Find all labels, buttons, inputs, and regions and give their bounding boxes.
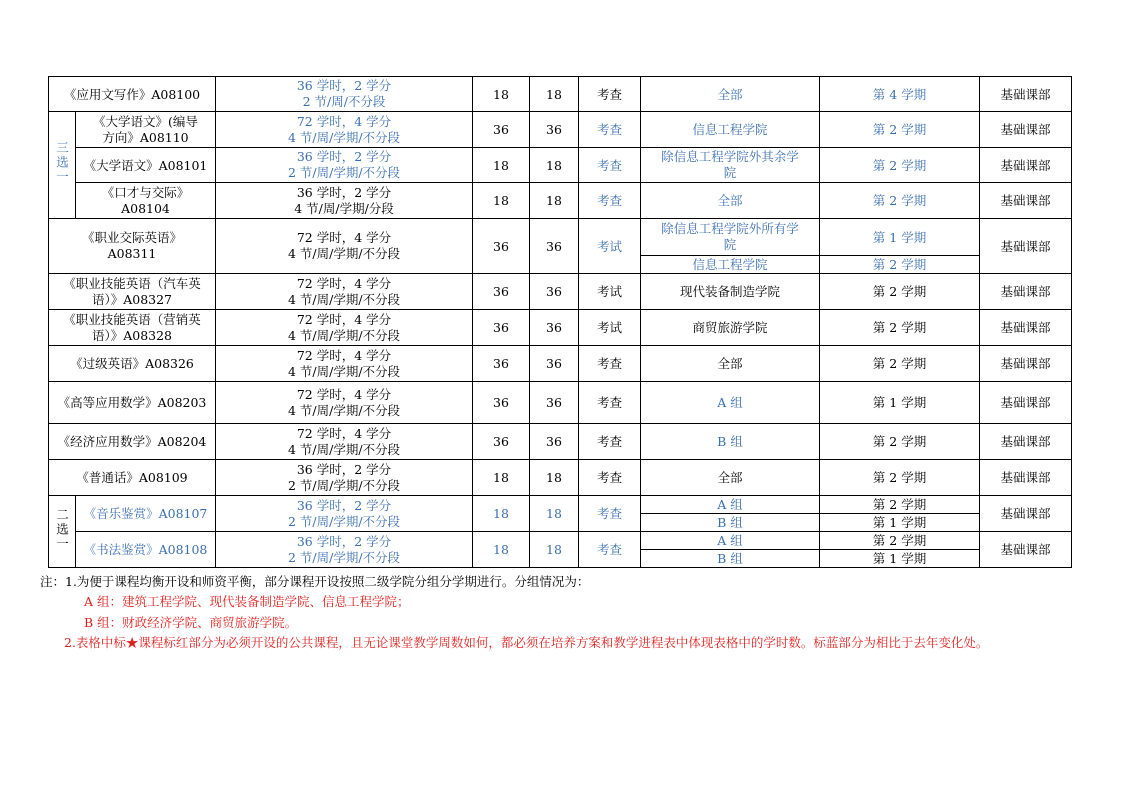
target-college: B 组 — [641, 424, 820, 460]
weeks-total: 18 — [473, 183, 530, 219]
assessment: 考查 — [579, 77, 641, 112]
weeks-total: 36 — [473, 346, 530, 382]
target-college: A 组 — [641, 532, 820, 550]
semester: 第 2 学期 — [820, 532, 980, 550]
course-name: 《过级英语》A08326 — [49, 346, 216, 382]
group-label — [49, 496, 76, 568]
department: 基础课部 — [980, 77, 1072, 112]
table-row — [49, 219, 1072, 256]
course-name: 《经济应用数学》A08204 — [49, 424, 216, 460]
table-row — [49, 382, 1072, 424]
assessment: 考查 — [579, 460, 641, 496]
weeks-class: 36 — [530, 219, 579, 274]
table-row — [49, 183, 1072, 219]
course-hours: 72 学时，4 学分 4 节/周/学期/不分段 — [216, 382, 473, 424]
department: 基础课部 — [980, 310, 1072, 346]
course-name: 《职业技能英语（汽车英 语）》A08327 — [49, 274, 216, 310]
note-group-b: B 组：财政经济学院、商贸旅游学院。 — [84, 615, 298, 630]
course-hours: 72 学时，4 学分 4 节/周/学期/不分段 — [216, 219, 473, 274]
weeks-total: 18 — [473, 148, 530, 183]
assessment: 考查 — [579, 382, 641, 424]
target-college: 全部 — [641, 460, 820, 496]
course-hours: 36 学时，2 学分 2 节/周/不分段 — [216, 77, 473, 112]
weeks-class: 18 — [530, 496, 579, 532]
weeks-total: 18 — [473, 77, 530, 112]
target-college: 全部 — [641, 77, 820, 112]
semester: 第 2 学期 — [820, 460, 980, 496]
weeks-total: 18 — [473, 532, 530, 568]
table-row — [49, 310, 1072, 346]
semester: 第 2 学期 — [820, 424, 980, 460]
weeks-total: 36 — [473, 424, 530, 460]
table-row — [49, 77, 1072, 112]
target-college: 全部 — [641, 346, 820, 382]
group-label-text: 三选一 — [54, 141, 70, 185]
target-college: 信息工程学院 — [641, 112, 820, 148]
course-name: 《普通话》A08109 — [49, 460, 216, 496]
weeks-class: 18 — [530, 183, 579, 219]
table-row — [49, 496, 1072, 514]
department: 基础课部 — [980, 219, 1072, 274]
target-college: 全部 — [641, 183, 820, 219]
weeks-total: 36 — [473, 219, 530, 274]
table-row — [49, 346, 1072, 382]
target-college: 商贸旅游学院 — [641, 310, 820, 346]
course-hours: 36 学时，2 学分 2 节/周/学期/不分段 — [216, 148, 473, 183]
department: 基础课部 — [980, 112, 1072, 148]
assessment: 考查 — [579, 346, 641, 382]
department: 基础课部 — [980, 424, 1072, 460]
semester: 第 1 学期 — [820, 550, 980, 568]
weeks-total: 18 — [473, 496, 530, 532]
course-table — [48, 76, 1072, 568]
group-label — [49, 112, 76, 219]
target-college: B 组 — [641, 514, 820, 532]
weeks-total: 36 — [473, 310, 530, 346]
semester: 第 2 学期 — [820, 310, 980, 346]
department: 基础课部 — [980, 496, 1072, 532]
course-name: 《高等应用数学》A08203 — [49, 382, 216, 424]
course-hours: 36 学时，2 学分 4 节/周/学期/分段 — [216, 183, 473, 219]
course-hours: 36 学时，2 学分 2 节/周/学期/不分段 — [216, 532, 473, 568]
course-hours: 72 学时，4 学分 4 节/周/学期/不分段 — [216, 310, 473, 346]
table-row — [49, 148, 1072, 183]
department: 基础课部 — [980, 346, 1072, 382]
table-row — [49, 274, 1072, 310]
semester: 第 2 学期 — [820, 496, 980, 514]
course-name: 《职业技能英语（营销英 语）》A08328 — [49, 310, 216, 346]
department: 基础课部 — [980, 183, 1072, 219]
table-row — [49, 112, 1072, 148]
weeks-total: 18 — [473, 460, 530, 496]
assessment: 考查 — [579, 148, 641, 183]
semester: 第 2 学期 — [820, 112, 980, 148]
weeks-class: 36 — [530, 112, 579, 148]
semester: 第 2 学期 — [820, 183, 980, 219]
semester: 第 2 学期 — [820, 274, 980, 310]
semester: 第 1 学期 — [820, 514, 980, 532]
target-college: A 组 — [641, 382, 820, 424]
target-college: 除信息工程学院外所有学 院 — [641, 219, 820, 256]
course-name: 《口才与交际》 A08104 — [76, 183, 216, 219]
course-name: 《职业交际英语》 A08311 — [49, 219, 216, 274]
semester: 第 4 学期 — [820, 77, 980, 112]
weeks-total: 36 — [473, 382, 530, 424]
course-hours: 36 学时，2 学分 2 节/周/学期/不分段 — [216, 496, 473, 532]
target-college: A 组 — [641, 496, 820, 514]
note-line-1: 注：1.为便于课程均衡开设和师资平衡，部分课程开设按照二级学院分组分学期进行。分组情况为： — [40, 574, 590, 589]
semester: 第 2 学期 — [820, 256, 980, 274]
semester: 第 2 学期 — [820, 346, 980, 382]
course-hours: 72 学时，4 学分 4 节/周/学期/不分段 — [216, 346, 473, 382]
department: 基础课部 — [980, 382, 1072, 424]
table-row — [49, 532, 1072, 550]
weeks-class: 18 — [530, 460, 579, 496]
weeks-class: 36 — [530, 424, 579, 460]
semester: 第 2 学期 — [820, 148, 980, 183]
assessment: 考试 — [579, 274, 641, 310]
course-hours: 72 学时，4 学分 4 节/周/学期/不分段 — [216, 424, 473, 460]
weeks-class: 36 — [530, 346, 579, 382]
weeks-class: 18 — [530, 148, 579, 183]
target-college: B 组 — [641, 550, 820, 568]
weeks-class: 36 — [530, 274, 579, 310]
course-name: 《书法鉴赏》A08108 — [76, 532, 216, 568]
course-hours: 72 学时，4 学分 4 节/周/学期/不分段 — [216, 112, 473, 148]
group-label-text: 二选一 — [54, 507, 70, 552]
course-hours: 72 学时，4 学分 4 节/周/学期/不分段 — [216, 274, 473, 310]
table-row — [49, 424, 1072, 460]
department: 基础课部 — [980, 460, 1072, 496]
course-name: 《应用文写作》A08100 — [49, 77, 216, 112]
weeks-class: 18 — [530, 532, 579, 568]
target-college: 现代装备制造学院 — [641, 274, 820, 310]
semester: 第 1 学期 — [820, 219, 980, 256]
weeks-class: 36 — [530, 382, 579, 424]
course-name: 《大学语文》(编导 方向》A08110 — [76, 112, 216, 148]
assessment: 考试 — [579, 310, 641, 346]
weeks-class: 18 — [530, 77, 579, 112]
note-line-2: 2.表格中标★课程标红部分为必须开设的公共课程，且无论课堂教学周数如何，都必须在培养方案和教学进程表中体现表格中的学时数。标蓝部分为相比于去年变化处。 — [64, 635, 989, 650]
course-name: 《大学语文》A08101 — [76, 148, 216, 183]
weeks-class: 36 — [530, 310, 579, 346]
course-name: 《音乐鉴赏》A08107 — [76, 496, 216, 532]
assessment: 考查 — [579, 496, 641, 532]
target-college: 除信息工程学院外其余学 院 — [641, 148, 820, 183]
assessment: 考查 — [579, 112, 641, 148]
weeks-total: 36 — [473, 274, 530, 310]
assessment: 考试 — [579, 219, 641, 274]
assessment: 考查 — [579, 183, 641, 219]
semester: 第 1 学期 — [820, 382, 980, 424]
table-row — [49, 460, 1072, 496]
department: 基础课部 — [980, 274, 1072, 310]
weeks-total: 36 — [473, 112, 530, 148]
target-college: 信息工程学院 — [641, 256, 820, 274]
course-hours: 36 学时，2 学分 2 节/周/学期/不分段 — [216, 460, 473, 496]
department: 基础课部 — [980, 532, 1072, 568]
note-group-a: A 组：建筑工程学院、现代装备制造学院、信息工程学院； — [84, 594, 410, 609]
assessment: 考查 — [579, 532, 641, 568]
assessment: 考查 — [579, 424, 641, 460]
department: 基础课部 — [980, 148, 1072, 183]
